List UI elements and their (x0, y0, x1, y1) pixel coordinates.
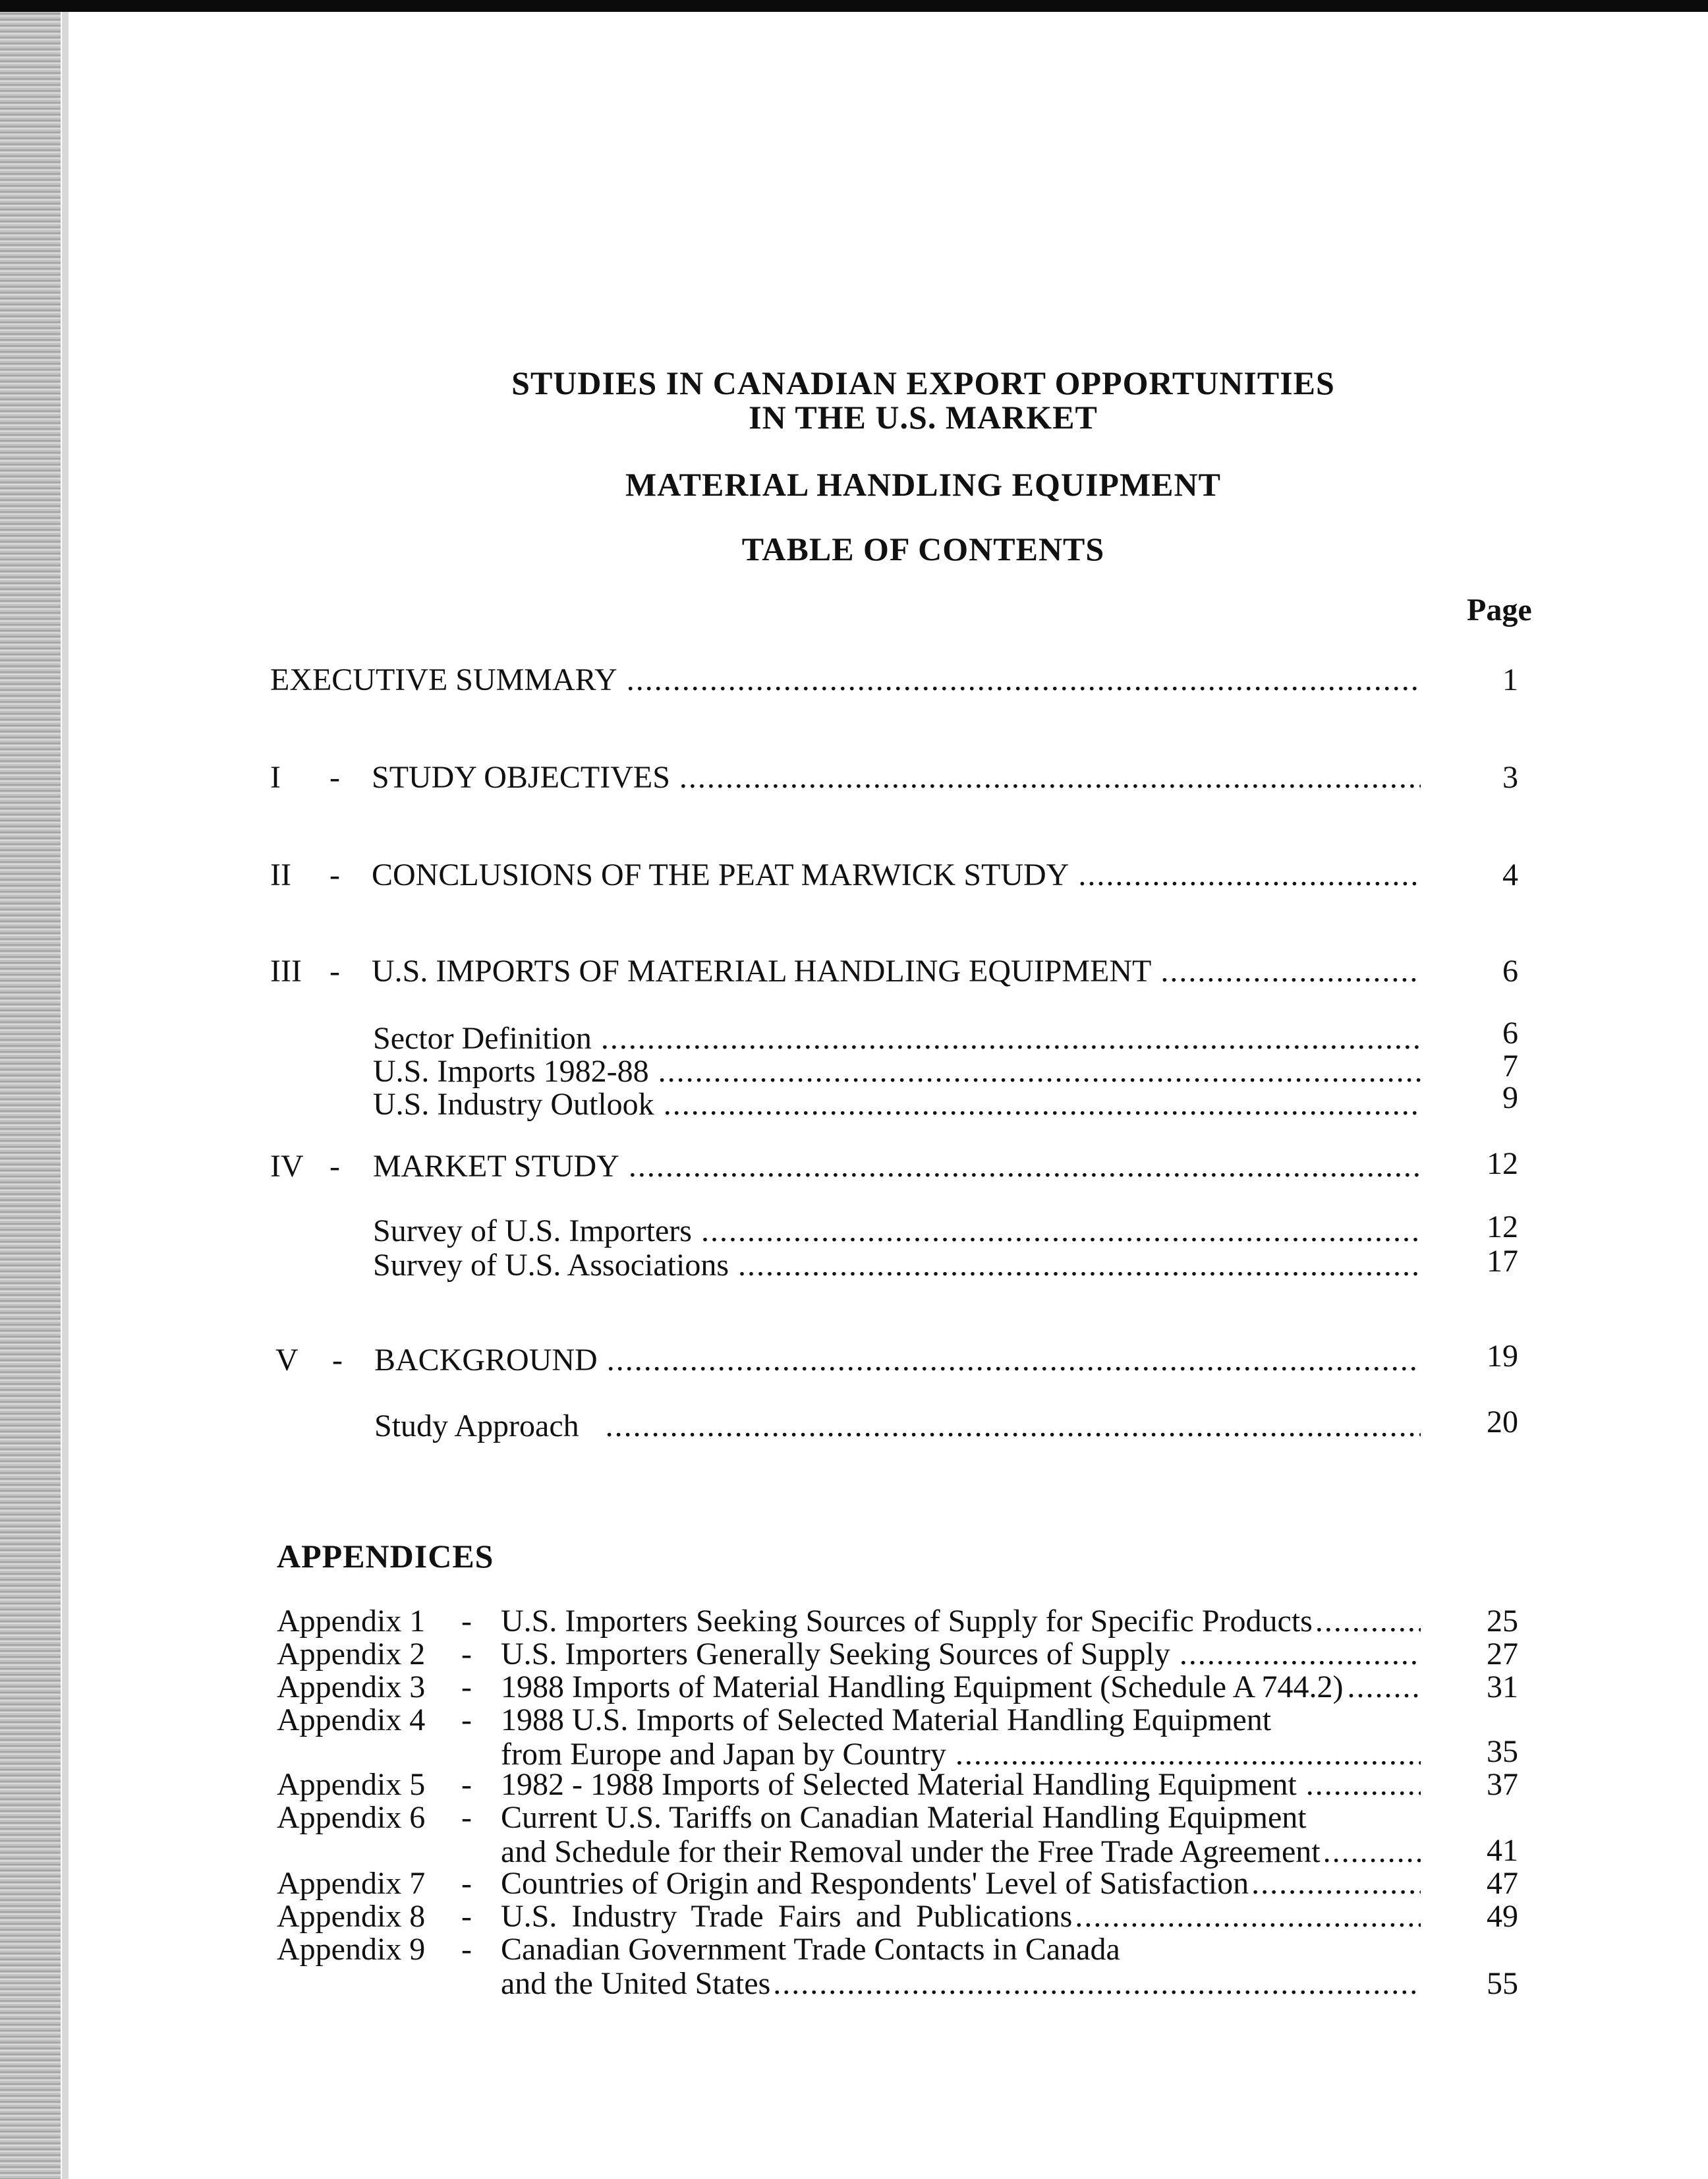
toc-entry-page: 6 (1502, 1016, 1518, 1051)
appendix-page: 37 (1487, 1767, 1518, 1802)
document-title-line1: STUDIES IN CANADIAN EXPORT OPPORTUNITIES (511, 364, 1335, 401)
appendix-entry-6 (501, 1834, 1421, 1870)
toc-entry-page: 17 (1487, 1244, 1518, 1279)
appendix-title: U.S. Importers Generally Seeking Sources of Supply (501, 1637, 1170, 1671)
toc-entry-label: U.S. IMPORTS OF MATERIAL HANDLING EQUIPMENT (372, 954, 1152, 989)
toc-subentry-study-approach (374, 1408, 1421, 1444)
page-column-header: Page (1467, 593, 1532, 627)
toc-entry-executive-summary (270, 662, 1421, 698)
toc-subentry-sector-definition (373, 1020, 1421, 1057)
toc-entry-page: 1 (1502, 662, 1518, 697)
toc-entry-page: 6 (1502, 954, 1518, 989)
toc-entry-market-study (373, 1148, 1421, 1184)
toc-entry-label: BACKGROUND (374, 1343, 598, 1378)
appendix-label: Appendix 2 (277, 1637, 426, 1671)
toc-entry-page: 4 (1502, 857, 1518, 892)
appendix-page: 25 (1487, 1604, 1518, 1639)
appendix-entry-9 (501, 1965, 1421, 2002)
leader-dots (601, 1020, 1421, 1057)
leader-dots (664, 1086, 1421, 1122)
leader-dots (738, 1247, 1421, 1283)
appendix-label: Appendix 7 (277, 1866, 426, 1901)
leader-dots (1251, 1865, 1421, 1902)
toc-entry-label: CONCLUSIONS OF THE PEAT MARWICK STUDY (372, 857, 1069, 892)
appendix-dash: - (461, 1866, 472, 1901)
toc-entry-label: Survey of U.S. Associations (373, 1248, 729, 1283)
leader-dots (773, 1965, 1421, 2002)
leader-dots (1078, 857, 1421, 893)
appendix-dash: - (461, 1932, 472, 1967)
leader-dots (607, 1342, 1421, 1378)
toc-entry-label: EXECUTIVE SUMMARY (270, 662, 617, 697)
toc-subentry-us-imports-1982-88 (373, 1053, 1421, 1090)
appendix-dash: - (461, 1670, 472, 1704)
scan-left-margin (62, 12, 69, 2179)
leader-dots (627, 662, 1421, 698)
appendix-title: 1988 Imports of Material Handling Equipment (Schedule A 744.2) (501, 1670, 1344, 1704)
toc-subentry-survey-associations (373, 1247, 1421, 1283)
appendix-title: 1988 U.S. Imports of Selected Material Handling Equipment (501, 1702, 1272, 1737)
toc-section-number: V (275, 1343, 299, 1378)
appendix-page: 55 (1487, 1966, 1518, 2001)
appendix-entry-1 (501, 1603, 1421, 1639)
appendix-page: 27 (1487, 1637, 1518, 1671)
leader-dots (1075, 1898, 1421, 1934)
leader-dots (1323, 1834, 1421, 1870)
toc-section-number: II (270, 857, 291, 892)
toc-entry-label: U.S. Industry Outlook (373, 1087, 654, 1122)
appendix-label: Appendix 8 (277, 1899, 426, 1934)
appendix-entry-7 (501, 1865, 1421, 1902)
toc-entry-page: 19 (1487, 1339, 1518, 1374)
leader-dots (1306, 1766, 1421, 1803)
toc-entry-page: 12 (1487, 1209, 1518, 1244)
appendix-entry-8 (501, 1898, 1421, 1934)
appendix-dash: - (461, 1604, 472, 1639)
toc-entry-us-imports (372, 953, 1421, 989)
toc-entry-page: 12 (1487, 1146, 1518, 1181)
appendix-dash: - (461, 1800, 472, 1835)
leader-dots (658, 1053, 1421, 1090)
scan-top-border (0, 0, 1708, 12)
toc-entry-background (374, 1342, 1421, 1378)
toc-section-number: III (270, 954, 302, 989)
appendix-page: 35 (1487, 1734, 1518, 1769)
leader-dots (679, 759, 1421, 796)
appendix-title: U.S. Importers Seeking Sources of Supply for Specific Products (501, 1604, 1313, 1639)
appendix-dash: - (461, 1767, 472, 1802)
document-title-line2: IN THE U.S. MARKET (749, 399, 1098, 436)
appendices-heading: APPENDICES (277, 1538, 494, 1575)
toc-dash: - (329, 857, 340, 892)
appendix-label: Appendix 1 (277, 1604, 426, 1639)
appendix-label: Appendix 9 (277, 1932, 426, 1967)
appendix-page: 31 (1487, 1670, 1518, 1704)
toc-entry-label: MARKET STUDY (373, 1149, 619, 1184)
appendix-label: Appendix 3 (277, 1670, 426, 1704)
scan-left-edge (0, 12, 61, 2179)
toc-subentry-survey-importers (373, 1213, 1421, 1249)
appendix-page: 49 (1487, 1899, 1518, 1934)
toc-entry-label: STUDY OBJECTIVES (372, 760, 670, 795)
appendix-title: Countries of Origin and Respondents' Level of Satisfaction (501, 1866, 1249, 1901)
appendix-title: U.S. Industry Trade Fairs and Publications (501, 1899, 1073, 1934)
toc-section-number: IV (270, 1149, 304, 1184)
appendix-entry-2 (501, 1636, 1421, 1672)
toc-subentry-industry-outlook (373, 1086, 1421, 1122)
toc-dash: - (329, 954, 340, 989)
toc-entry-label: Sector Definition (373, 1021, 592, 1056)
appendix-label: Appendix 6 (277, 1800, 426, 1835)
appendix-title: Current U.S. Tariffs on Canadian Material Handling Equipment (501, 1800, 1307, 1835)
appendix-label: Appendix 5 (277, 1767, 426, 1802)
toc-entry-page: 9 (1502, 1080, 1518, 1115)
leader-dots (606, 1408, 1421, 1444)
toc-entry-page: 3 (1502, 760, 1518, 795)
appendix-title: 1982 - 1988 Imports of Selected Material Handling Equipment (501, 1767, 1297, 1802)
appendix-dash: - (461, 1899, 472, 1934)
toc-dash: - (332, 1343, 343, 1378)
leader-dots (1180, 1636, 1421, 1672)
appendix-entry-5 (501, 1766, 1421, 1803)
appendix-page: 41 (1487, 1833, 1518, 1868)
leader-dots (1347, 1669, 1421, 1705)
toc-entry-label: Survey of U.S. Importers (373, 1213, 692, 1248)
appendix-title-continued: and Schedule for their Removal under the Free Trade Agreement (501, 1834, 1321, 1869)
toc-entry-label: U.S. Imports 1982-88 (373, 1054, 649, 1089)
appendix-title-continued: from Europe and Japan by Country (501, 1737, 946, 1772)
toc-title: TABLE OF CONTENTS (741, 531, 1105, 567)
appendix-title: Canadian Government Trade Contacts in Canada (501, 1932, 1120, 1967)
appendix-dash: - (461, 1702, 472, 1737)
toc-entry-study-objectives (372, 759, 1421, 796)
toc-entry-conclusions (372, 857, 1421, 893)
toc-dash: - (329, 760, 340, 795)
appendix-entry-3 (501, 1669, 1421, 1705)
leader-dots (1315, 1603, 1421, 1639)
appendix-title-continued: and the United States (501, 1966, 771, 2001)
leader-dots (701, 1213, 1421, 1249)
leader-dots (1160, 953, 1421, 989)
toc-dash: - (329, 1149, 340, 1184)
appendix-label: Appendix 4 (277, 1702, 426, 1737)
appendix-page: 47 (1487, 1866, 1518, 1901)
leader-dots (629, 1148, 1421, 1184)
document-subtitle: MATERIAL HANDLING EQUIPMENT (625, 466, 1221, 503)
toc-entry-page: 7 (1502, 1049, 1518, 1084)
toc-section-number: I (270, 760, 281, 795)
toc-entry-page: 20 (1487, 1405, 1518, 1439)
appendix-dash: - (461, 1637, 472, 1671)
toc-entry-label: Study Approach (374, 1409, 579, 1443)
